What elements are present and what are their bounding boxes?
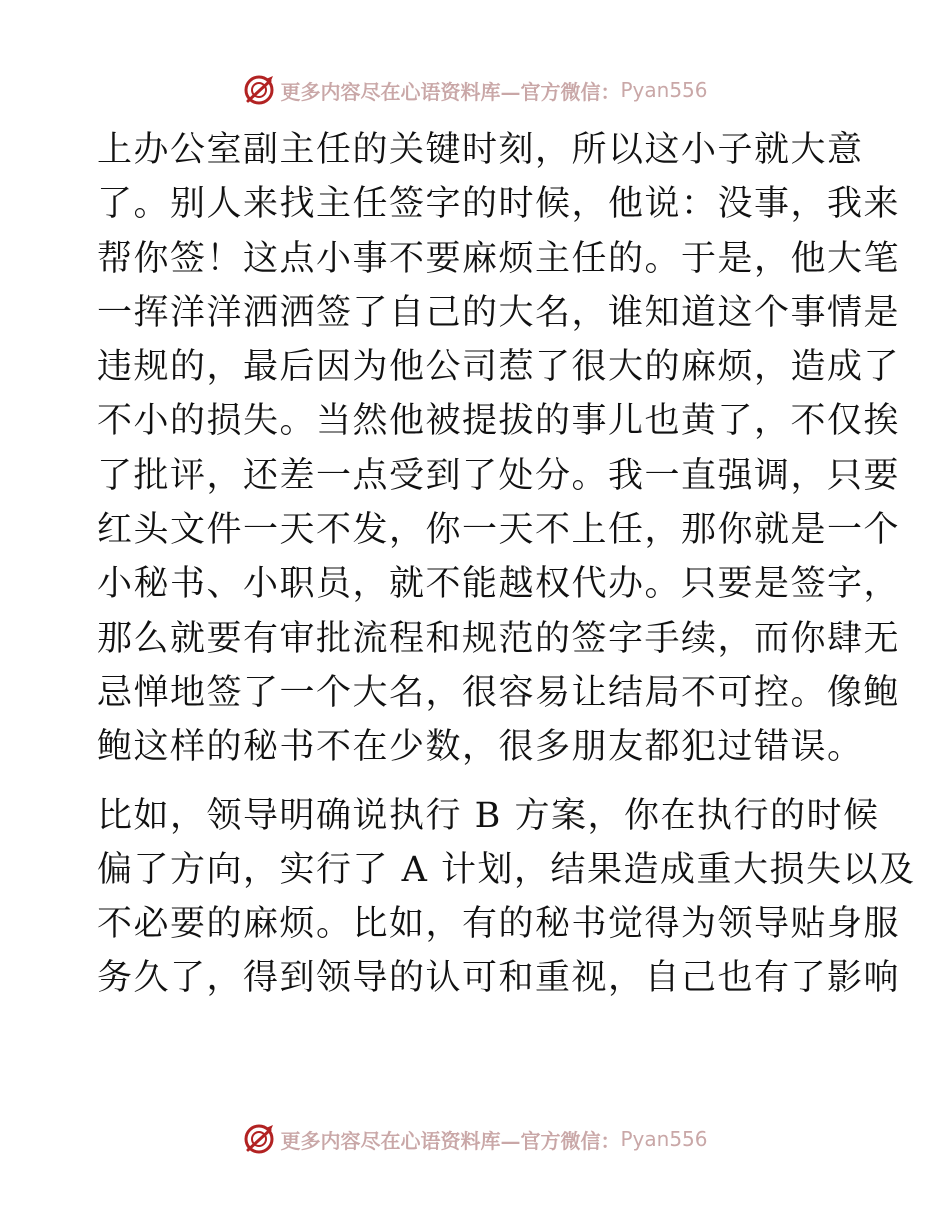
logo-icon: [242, 1122, 276, 1156]
document-body: [97, 123, 916, 1006]
text-line: 红头文件一天不发，你一天不上任，那你就是一个: [97, 510, 901, 551]
header-banner: [0, 70, 950, 110]
text-line: 务久了，得到领导的认可和重视，自己也有了影响: [97, 958, 901, 999]
banner-text: 更多内容尽在心语资料库—官方微信：: [280, 79, 621, 104]
paragraph: [97, 789, 916, 1006]
text-line: 违规的，最后因为他公司惹了很大的麻烦，造成了: [97, 347, 901, 388]
banner-text: 更多内容尽在心语资料库—官方微信：: [280, 1128, 621, 1153]
banner-wechat-id: Pyan556: [620, 1127, 708, 1151]
text-line: 那么就要有审批流程和规范的签字手续，而你肆无: [97, 618, 901, 659]
text-line: 小秘书、小职员，就不能越权代办。只要是签字，: [97, 564, 901, 605]
text-line: 了。别人来找主任签字的时候，他说：没事，我来: [97, 184, 901, 225]
text-line: 帮你签！这点小事不要麻烦主任的。于是，他大笔: [97, 238, 901, 279]
footer-banner: [0, 1119, 950, 1159]
banner-wechat-id: Pyan556: [620, 78, 708, 102]
text-line: 上办公室副主任的关键时刻，所以这小子就大意: [97, 130, 864, 170]
text-line: 鲍这样的秘书不在少数，很多朋友都犯过错误。: [97, 727, 864, 768]
text-line: 忌惮地签了一个大名，很容易让结局不可控。像鲍: [97, 672, 901, 713]
text-line: 一挥洋洋洒洒签了自己的大名，谁知道这个事情是: [97, 292, 901, 333]
logo-icon: [242, 73, 276, 107]
text-line: 比如，领导明确说执行 B 方案，你在执行的时候: [97, 795, 880, 836]
text-line: 不必要的麻烦。比如，有的秘书觉得为领导贴身服: [97, 904, 901, 945]
text-line: 不小的损失。当然他被提拔的事儿也黄了，不仅挨: [97, 401, 901, 442]
text-line: 偏了方向，实行了 A 计划，结果造成重大损失以及: [97, 849, 916, 890]
paragraph: [97, 123, 901, 775]
text-line: 了批评，还差一点受到了处分。我一直强调，只要: [97, 455, 901, 496]
